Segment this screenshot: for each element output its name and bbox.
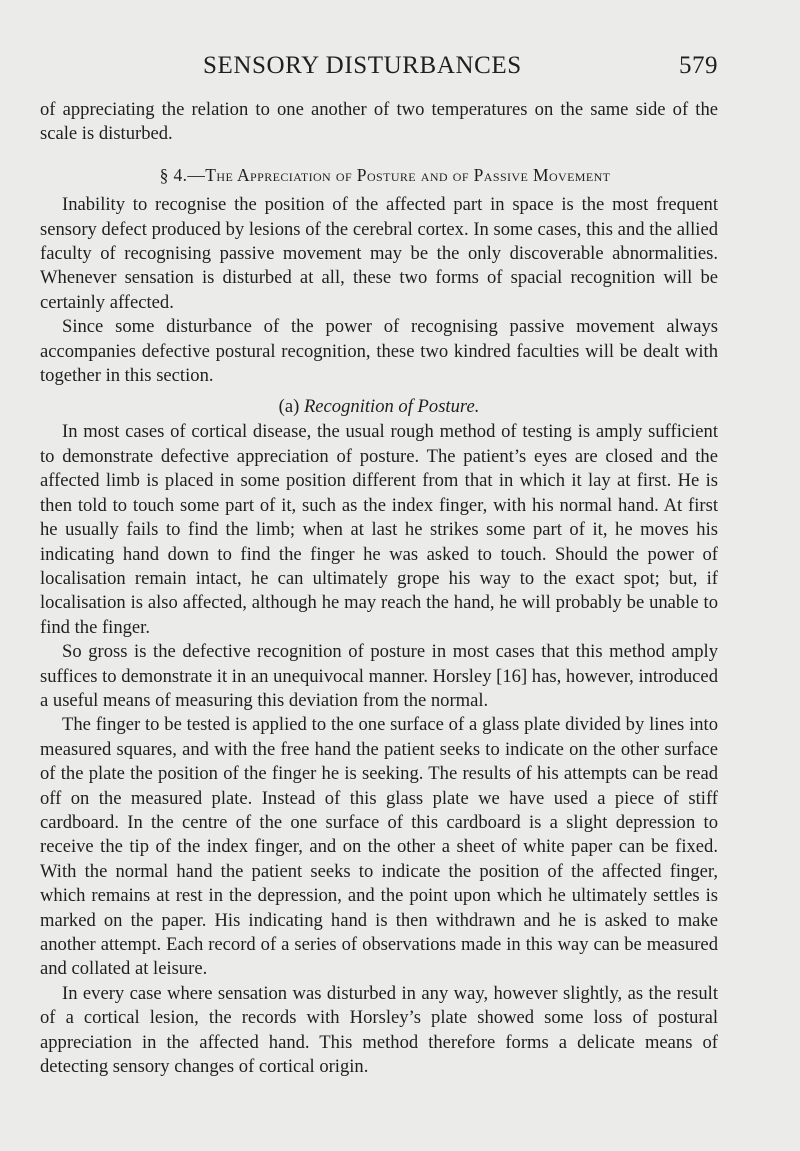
- subsection-paragraph: In every case where sensation was disturbed in any way, however slightly, as the result of a cortical lesion, the records with Horsley’s plate showed some loss of postural appreciation in the affected hand. This method therefore forms a delicate means of detecting sensory changes of cortical origin.: [40, 982, 718, 1078]
- subsection-title: Recognition of Posture.: [303, 396, 480, 418]
- subsection-label: (a): [278, 396, 300, 418]
- running-head: [40, 52, 718, 82]
- section-paragraph: Inability to recognise the position of the affected part in space is the most frequent sensory defect produced by lesions of the cerebral cortex. In some cases, this and the allied faculty of recognising passive movement may be the only discoverable abnormalities. Whenever sensation is disturbed at all, these two forms of spacial recognition will be certainly affected.: [40, 194, 718, 313]
- subsection-heading: [40, 394, 718, 420]
- subsection-paragraph: In most cases of cortical disease, the usual rough method of testing is amply sufficient to demonstrate defective appreciation of posture. The patient’s eyes are closed and the affected limb is placed in some position different from that in which it lay at first. He is then told to touch some part of it, such as the index finger, with his normal hand. At first he usually fails to find the limb; when at last he strikes some part of it, he moves his indicating hand down to find the finger he was asked to touch. Should the power of localisation remain intact, he can ultimately grope his way to the exact spot; but, if localisation is also affected, although he may reach the hand, he will probably be unable to find the finger.: [40, 421, 718, 638]
- section-paragraph: Since some disturbance of the power of recognising passive movement always accompanies defective postural recognition, these two kindred faculties will be dealt with together in this section.: [40, 316, 718, 387]
- page-number: 579: [679, 52, 718, 79]
- section-heading: § 4.—The Appreciation of Posture and of Passive Movement: [159, 164, 611, 185]
- body-text: [40, 98, 718, 1079]
- subsection-paragraph: So gross is the defective recognition of posture in most cases that this method amply suffices to demonstrate it in an unequivocal manner. Horsley [16] has, however, introduced a useful means of measuring this deviation from the normal.: [40, 641, 718, 711]
- running-title: SENSORY DISTURBANCES: [203, 52, 522, 79]
- intro-paragraph: of appreciating the relation to one another of two temperatures on the same side of the scale is disturbed.: [40, 99, 718, 145]
- subsection-paragraph: The finger to be tested is applied to the one surface of a glass plate divided by lines into measured squares, and with the free hand the patient seeks to indicate on the other surface of the plate the position of the finger he is seeking. The results of his attempts can be read off on the measured plate. Instead of this glass plate we have used a piece of stiff cardboard. In the centre of the one surface of this cardboard is a slight depression to receive the tip of the index finger, and on the other a sheet of white paper can be fixed. With the normal hand the patient seeks to indicate the position of the affected finger, which remains at rest in the depression, and the point upon which he ultimately settles is marked on the paper. His indicating hand is then withdrawn and he is asked to make another attempt. Each record of a series of observations made in this way can be measured and collated at leisure.: [40, 714, 718, 980]
